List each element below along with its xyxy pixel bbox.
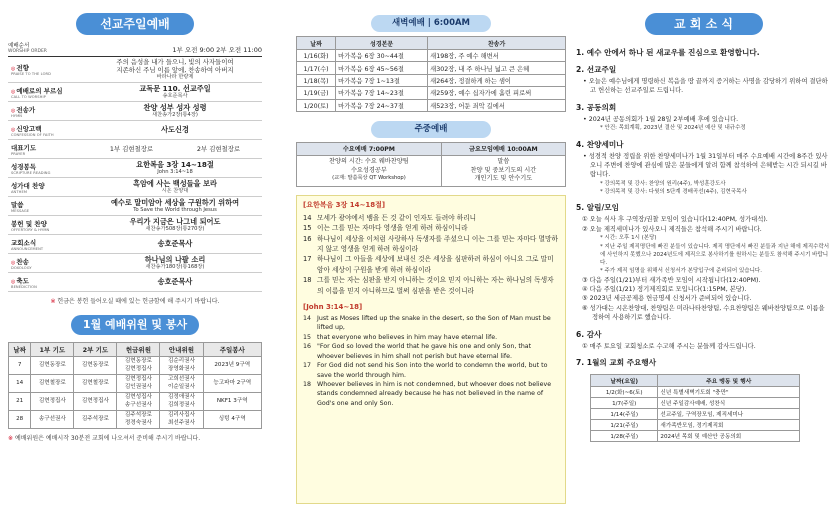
vol-name: 김희정권사 — [167, 401, 195, 408]
order-row — [8, 102, 262, 121]
vol-header: 주일봉사 — [203, 343, 262, 357]
korean-verses — [303, 213, 559, 296]
event-row — [591, 409, 800, 420]
order-label — [8, 238, 88, 251]
order-title-en: PRAISE TO THE LORD — [11, 72, 51, 76]
vol-prayer1: 김현정집사 — [31, 393, 74, 411]
order-main: 예수로 말미암아 세상을 구원하기 위하여 — [110, 197, 240, 207]
event-row — [591, 420, 800, 431]
vol-guide — [160, 357, 203, 375]
order-row — [8, 121, 262, 140]
order-row — [8, 178, 262, 197]
wed-line: (교재: 말씀묵상 QT Workshop) — [332, 175, 406, 182]
schedule-column — [296, 0, 566, 507]
dawn-date: 1/20(토) — [297, 99, 336, 111]
order-content — [88, 277, 262, 286]
wed-line: 찬양의 시간: 수요 웨바찬양팀 — [329, 157, 409, 165]
english-verses — [303, 314, 559, 408]
order-main: 송호준목사 — [157, 277, 193, 287]
order-content — [88, 125, 262, 134]
order-line: 바라나라 한량제 — [156, 74, 194, 81]
vol-prayer2: 김현철장로 — [74, 375, 117, 393]
events-desc-header: 주요 맹동 및 행사 — [658, 375, 800, 387]
vol-row — [9, 411, 262, 429]
news-line: • 성경적 찬양 정립을 위한 찬양세미나가 1월 31일부터 매주 수요예배 시간에 8주간 있사오니 주변에 찬양에 관심에 많은 분들에게 알려 함께 참석하여 은혜받는 시간 되시길 바랍니다. — [576, 152, 831, 180]
verse-number: 14 — [303, 314, 312, 322]
order-sub: John 3:14~18 — [157, 169, 193, 176]
news-item — [576, 329, 831, 351]
dawn-row — [297, 62, 566, 74]
scripture-title-en: [John 3:14~18] — [303, 302, 363, 311]
vol-date: 14 — [9, 375, 31, 393]
news-item-title: 4. 찬양세미나 — [576, 139, 624, 149]
order-title-en: HYMN — [11, 113, 23, 118]
verse — [303, 361, 559, 380]
event-date: 1/7(주일) — [591, 398, 658, 409]
vol-name: 고희선권사 — [167, 376, 195, 383]
dawn-hymn: 새264장, 정결하게 하는 샘이 — [428, 74, 566, 86]
vol-name: 김현정집사 — [124, 376, 152, 383]
news-line: ⑤ 2023년 세금공제용 헌금명세 신청서가 준비되어 있습니다. — [582, 295, 752, 303]
order-title: 봉헌 및 찬양 — [11, 219, 47, 228]
order-content — [88, 145, 262, 153]
verse-number: 17 — [303, 362, 312, 370]
order-row — [8, 273, 262, 292]
news-item-title: 2. 선교주일 — [576, 65, 617, 74]
wed-worship-details — [297, 155, 442, 186]
order-main: 사도신경 — [161, 125, 189, 135]
order-title-en: MESSAGE — [11, 208, 30, 213]
vol-guide — [160, 411, 203, 429]
vol-header: 헌금위원 — [117, 343, 160, 357]
vol-service: 2023년 9구역 — [203, 357, 262, 375]
order-content — [88, 239, 262, 248]
news-item-title: 6. 감사 — [576, 329, 602, 339]
order-title-en: ANNOUNCEMENT — [11, 246, 44, 251]
order-content — [88, 58, 262, 81]
order-label — [8, 124, 88, 137]
dawn-hymn: 새523장, 어둔 죄악 길에서 — [428, 99, 566, 111]
verse-text: 그를 믿는 자는 심판을 받지 아니하는 것이요 믿지 아니하는 자는 하나님의 독생자의 이름을 믿지 아니하므로 벌써 심판을 받은 것이니라 — [317, 276, 554, 295]
event-date: 1/2(화)~6(토) — [591, 387, 658, 398]
order-title-en: OFFERTORY & HYMN — [11, 227, 50, 232]
news-line: * 시간: 오후 1시 (본당) — [576, 234, 831, 242]
worship-title: 선교주일예배 — [76, 13, 194, 35]
order-title: ◎ 예배로의 부르심 — [11, 86, 88, 95]
service-times: 1부 오전 9:00 2부 오전 11:00 — [172, 46, 262, 54]
vol-header: 날짜 — [9, 343, 31, 357]
news-item-title: 3. 공동의회 — [576, 102, 617, 112]
order-content — [88, 160, 262, 176]
order-title: ◎ 찬송 — [11, 257, 88, 266]
wed-worship-header: 수요예배 7:00PM — [297, 142, 442, 155]
events-table — [590, 374, 800, 442]
prayer-leader: 2부 김현철장로 — [196, 144, 241, 153]
news-line: * 강의목적 및 강사: 다윗의 5단계 경배곡선(4주), 김현국목사 — [576, 188, 831, 196]
verse — [303, 275, 559, 296]
verse-number: 18 — [303, 380, 312, 388]
dawn-worship-title: 새벽예배 | 6:00AM — [371, 15, 491, 32]
order-label-ko: 예배순서 — [8, 43, 30, 49]
news-line: • 오늘은 예수님에게 명령하신 복음을 땅 끝까지 증거하는 사명을 감당하기 위하여 결단하고 헌신하는 선교주일로 드립니다. — [576, 77, 831, 96]
dawn-header: 찬송가 — [428, 37, 566, 50]
order-title-en: ANTHEM — [11, 189, 28, 194]
fri-line: 말씀 — [497, 157, 510, 165]
dawn-date: 1/17(수) — [297, 62, 336, 74]
order-label — [8, 63, 88, 76]
order-content — [88, 255, 262, 271]
order-main: 흑암에 사는 백성들을 보라 — [133, 178, 217, 188]
verse-text: Just as Moses lifted up the snake in the desert, so the Son of Man must be lifted up, — [317, 314, 551, 332]
vol-date: 7 — [9, 357, 31, 375]
news-item-title: 1. 예수 안에서 하나 된 새교우를 진심으로 환영합니다. — [576, 48, 760, 57]
news-line: • 2024년 공동의회가 1월 28일 2부예배 후에 있습니다. — [576, 115, 831, 124]
order-title: ◎ 전향 — [11, 63, 88, 72]
news-item — [576, 64, 831, 96]
verse-number: 16 — [303, 343, 312, 351]
order-sub: 새찬송가508장(통270장) — [145, 226, 205, 233]
news-line: * 지난 주일 제직명단에 빠진 분들이 있습니다. 제직 명단에서 빠진 분들과 지난 해에 제직수락서에 사인하지 못했으나 2024년도에 제직으로 봉사하기를 원하시는 분들도 참석해 주시기 바랍니다. — [576, 243, 831, 268]
vol-name: 정경숙권사 — [124, 419, 152, 426]
order-sub: 새찬송가180장(통168장) — [145, 264, 205, 271]
vol-row — [9, 357, 262, 375]
vol-name: 장영화권사 — [167, 365, 195, 372]
order-line: 주의 음성을 내가 들으니, 빛의 사자들이여 — [116, 57, 234, 66]
weekday-worship-title: 주중예배 — [371, 121, 491, 138]
news-line: ④ 다음 주일(1/21) 정기제직회로 모입니다(1:15PM, 본당). — [582, 285, 747, 293]
scripture-box — [296, 195, 566, 504]
event-row — [591, 431, 800, 442]
news-line: ⑥ 성가대는 시온찬양대, 찬양팀은 미라나타찬양팀, 수요찬양팀은 웨바찬양팀으로 이름을 정하여 사용하기로 했습니다. — [582, 304, 825, 322]
vol-name: 김인권권사 — [124, 383, 152, 390]
event-desc: 새가족반모임, 정기제직회 — [658, 420, 800, 431]
event-row — [591, 398, 800, 409]
order-row — [8, 159, 262, 178]
verse-number: 18 — [303, 276, 312, 285]
dawn-text: 마가복음 6장 30~44절 — [336, 50, 428, 62]
order-label — [8, 276, 88, 289]
order-label — [8, 200, 88, 213]
volunteers-table — [8, 342, 262, 429]
order-title: 말씀 — [11, 200, 24, 209]
order-title: 대표기도 — [11, 143, 37, 152]
verse-text: 하나님이 그 아들을 세상에 보내신 것은 세상을 심판하려 하심이 아니요 그로 말미암아 세상이 구원을 받게 하려 하심이라 — [317, 255, 554, 274]
order-content — [88, 84, 262, 100]
order-title: 성경봉독 — [11, 162, 37, 171]
vol-header: 1부 기도 — [31, 343, 74, 357]
news-line: * 강의목적 및 강사: 찬양의 원리(4주), 박성훈강도사 — [576, 180, 831, 188]
verse — [303, 380, 559, 408]
verse-number: 15 — [303, 224, 312, 233]
event-desc: 2024년 목회 및 예산안 공동의회 — [658, 431, 800, 442]
news-item — [576, 139, 831, 197]
order-row — [8, 216, 262, 235]
event-desc: 선교주일, 구역장모임, 제직세미나 — [658, 409, 800, 420]
order-row — [8, 140, 262, 159]
vol-prayer2: 김현정집사 — [74, 393, 117, 411]
order-label-en: WORSHIP ORDER — [8, 49, 47, 54]
dawn-row — [297, 50, 566, 62]
event-desc: 신년 주일감사예배, 성찬식 — [658, 398, 800, 409]
event-row — [591, 387, 800, 398]
fri-line: 찬양 및 중보기도의 시간 — [470, 166, 537, 174]
vol-prayer2: 김주석장로 — [74, 411, 117, 429]
news-item — [576, 102, 831, 133]
order-label — [8, 143, 88, 156]
news-item — [576, 202, 831, 322]
order-content — [88, 217, 262, 233]
order-content — [88, 179, 262, 195]
dawn-text: 마가복음 6장 45~56절 — [336, 62, 428, 74]
order-row — [8, 197, 262, 216]
church-news-title: 교 회 소 식 — [645, 13, 763, 35]
order-title: ◎ 신앙고백 — [11, 124, 88, 133]
order-sub: 시온 찬양대 — [161, 188, 189, 195]
dawn-row — [297, 87, 566, 99]
news-item — [576, 357, 831, 368]
order-label — [8, 219, 88, 232]
dawn-date: 1/18(목) — [297, 74, 336, 86]
dawn-header: 날짜 — [297, 37, 336, 50]
order-label — [8, 162, 88, 175]
order-row — [8, 235, 262, 254]
news-line: ③ 다음 주일(1/21)부터 새가족반 모임이 시작됩니다(12:40PM). — [582, 276, 761, 284]
order-label — [8, 257, 88, 270]
vol-row — [9, 375, 262, 393]
verse-number: 17 — [303, 255, 312, 264]
vol-row — [9, 393, 262, 411]
vol-name: 김리사집사 — [167, 412, 195, 419]
order-title-en: DOXOLOGY — [11, 265, 32, 270]
vol-date: 28 — [9, 411, 31, 429]
vol-guide — [160, 375, 203, 393]
weekday-worship-table — [296, 142, 566, 187]
news-line: ② 오늘 제직세미나가 있사오니 제직들은 참석해 주시기 바랍니다. — [582, 225, 762, 233]
prayer-leader: 1부 김현철장로 — [109, 144, 154, 153]
vol-offering — [117, 411, 160, 429]
order-title-en: CALL TO WORSHIP — [11, 94, 46, 99]
order-title: ◎ 축도 — [11, 276, 88, 285]
order-title: 성가대 찬양 — [11, 181, 45, 190]
vol-name: 김현성집사 — [124, 394, 152, 401]
verse-text: 모세가 광야에서 뱀을 든 것 같이 인자도 들려야 하리니 — [317, 213, 477, 222]
vol-offering — [117, 375, 160, 393]
dawn-date: 1/19(금) — [297, 87, 336, 99]
church-news-column — [572, 0, 835, 507]
verse-number: 14 — [303, 213, 312, 222]
vol-prayer1: 송구선권사 — [31, 411, 74, 429]
dawn-row — [297, 99, 566, 111]
vol-prayer2: 김현동장로 — [74, 357, 117, 375]
vol-name: 최선주권사 — [167, 419, 195, 426]
order-label — [8, 181, 88, 194]
order-row — [8, 83, 262, 102]
volunteers-note: ※ 예배위원은 예배시작 30분전 교회에 나오셔서 준비해 주시기 바랍니다. — [8, 433, 262, 442]
wed-line: 수요성경공부 — [350, 166, 387, 174]
vol-offering — [117, 357, 160, 375]
event-desc: 신년 특별새벽기도회 "충만" — [658, 387, 800, 398]
verse — [303, 213, 559, 223]
vol-name: 송구선권사 — [124, 401, 152, 408]
vol-service: NKF1 3구역 — [203, 393, 262, 411]
verse-text: Whoever believes in him is not condemned, but whoever does not believe stands condemned already because he has not believed in the name of God's one and only Son. — [317, 380, 552, 407]
vol-header: 안내위원 — [160, 343, 203, 357]
news-line: ① 매주 토요일 교회청소로 수고해 주시는 분들께 감사드립니다. — [582, 342, 756, 350]
news-item — [576, 47, 831, 58]
vol-name: 김순리권사 — [167, 358, 195, 364]
vol-name: 김현동장로 — [124, 358, 152, 364]
verse-text: that everyone who believes in him may have eternal life. — [317, 333, 498, 341]
order-label — [8, 105, 88, 118]
verse — [303, 314, 559, 333]
news-list — [576, 47, 831, 368]
news-line: * 주가 제직 임명을 위해서 신청서가 본당입구에 준비되어 있습니다. — [576, 267, 831, 275]
vol-header: 2부 기도 — [74, 343, 117, 357]
order-title-en: PRAYER — [11, 151, 26, 156]
dawn-date: 1/16(화) — [297, 50, 336, 62]
order-title: 교회소식 — [11, 238, 37, 247]
events-date-header: 날짜(요일) — [591, 375, 658, 387]
verse — [303, 234, 559, 255]
dawn-hymn: 새198장, 주 예수 해변서 — [428, 50, 566, 62]
volunteers-title: 1월 예배위원 및 봉사 — [71, 315, 199, 335]
worship-column — [0, 0, 270, 507]
order-main: 우리가 지금은 나그네 되어도 — [129, 216, 221, 226]
fri-worship-details — [441, 155, 565, 186]
vol-name: 김현정집사 — [124, 365, 152, 372]
worship-order-list — [8, 56, 262, 292]
order-main: 요한복음 3장 14~18절 — [136, 159, 214, 169]
news-item-title: 7. 1월의 교회 주요행사 — [576, 358, 657, 368]
verse — [303, 333, 559, 342]
dawn-hymn: 새302장, 내 주 하나님 넓고 큰 은혜 — [428, 62, 566, 74]
order-row — [8, 254, 262, 273]
verse-text: 이는 그를 믿는 자마다 영생을 얻게 하려 하심이니라 — [317, 224, 468, 233]
news-item-title: 5. 알림/모임 — [576, 203, 619, 213]
vol-service: 능고파마 2구역 — [203, 375, 262, 393]
order-main: 찬양 성부 성자 성령 — [143, 102, 207, 112]
vol-service: 싱텅 4구역 — [203, 411, 262, 429]
dawn-header: 성경본문 — [336, 37, 428, 50]
event-date: 1/14(주일) — [591, 409, 658, 420]
verse-text: 하나님이 세상을 이처럼 사랑하사 독생자를 주셨으니 이는 그를 믿는 자마다 멸망하지 않고 영생을 얻게 하려 하심이라 — [317, 234, 558, 254]
scripture-title-ko: [요한복음 3장 14~18절] — [303, 200, 386, 209]
vol-name: 이순일권사 — [167, 383, 195, 390]
fri-line: 개인기도 및 안수기도 — [474, 175, 533, 183]
vol-name: 김정애권사 — [167, 394, 195, 401]
dawn-text: 마가복음 7장 1~13절 — [336, 74, 428, 86]
order-content — [88, 103, 262, 119]
order-row — [8, 57, 262, 83]
verse — [303, 223, 559, 233]
order-title-en: BENEDICTION — [11, 284, 37, 289]
vol-prayer1: 김현동장로 — [31, 357, 74, 375]
order-content — [88, 198, 262, 214]
order-title-en: CONFESSION OF FAITH — [11, 132, 54, 137]
verse-number: 15 — [303, 333, 312, 341]
order-sub: To Save the World through Jesus — [133, 207, 217, 214]
verse-number: 16 — [303, 234, 312, 243]
news-line: ① 오늘 식사 후 구역장/권찰 모임이 있습니다(12:40PM, 성가대석). — [582, 216, 768, 224]
vol-date: 21 — [9, 393, 31, 411]
order-main: 하나님의 나팔 소리 — [144, 254, 206, 264]
event-date: 1/21(주일) — [591, 420, 658, 431]
vol-offering — [117, 393, 160, 411]
event-date: 1/28(주일) — [591, 431, 658, 442]
order-sub: 새찬송가2장(통4장) — [152, 112, 198, 119]
dawn-row — [297, 74, 566, 86]
order-title: ◎ 전송가 — [11, 105, 88, 114]
order-line: 지존하신 주님 이름 앞에, 찬송하여 아버지 — [116, 66, 234, 75]
dawn-worship-table — [296, 36, 566, 112]
order-main: 교독문 110. 선교주일 — [139, 83, 211, 93]
vol-name: 김주석장로 — [124, 412, 152, 419]
order-main: 송호준목사 — [157, 239, 193, 249]
order-title-en: SCRIPTURE READING — [11, 170, 51, 175]
dawn-text: 마가복음 7장 24~37절 — [336, 99, 428, 111]
vol-prayer1: 김현철장로 — [31, 375, 74, 393]
order-sub: 송호준목사 — [162, 93, 188, 100]
verse-text: For God did not send his Son into the world to condemn the world, but to save the world through him. — [317, 362, 548, 379]
dawn-hymn: 새259장, 예수 십자가에 흘린 피로써 — [428, 87, 566, 99]
verse-text: "For God so loved the world that he gave his one and only Son, that whoever believes in him shall not perish but have eternal life. — [317, 343, 532, 360]
verse — [303, 342, 559, 361]
verse — [303, 254, 559, 275]
order-label — [8, 86, 88, 99]
worship-order-header — [8, 41, 262, 54]
vol-guide — [160, 393, 203, 411]
fri-worship-header: 금요모임예배 10:00AM — [441, 142, 565, 155]
dawn-text: 마가복음 7장 14~23절 — [336, 87, 428, 99]
news-line: * 안건: 목회계획, 2023년 결산 및 2024년 예산 및 내규수정 — [576, 124, 831, 132]
offering-note: ※ 헌금은 봉헌 들어오실 때에 있는 헌금함에 해 주시기 바랍니다. — [8, 296, 262, 305]
